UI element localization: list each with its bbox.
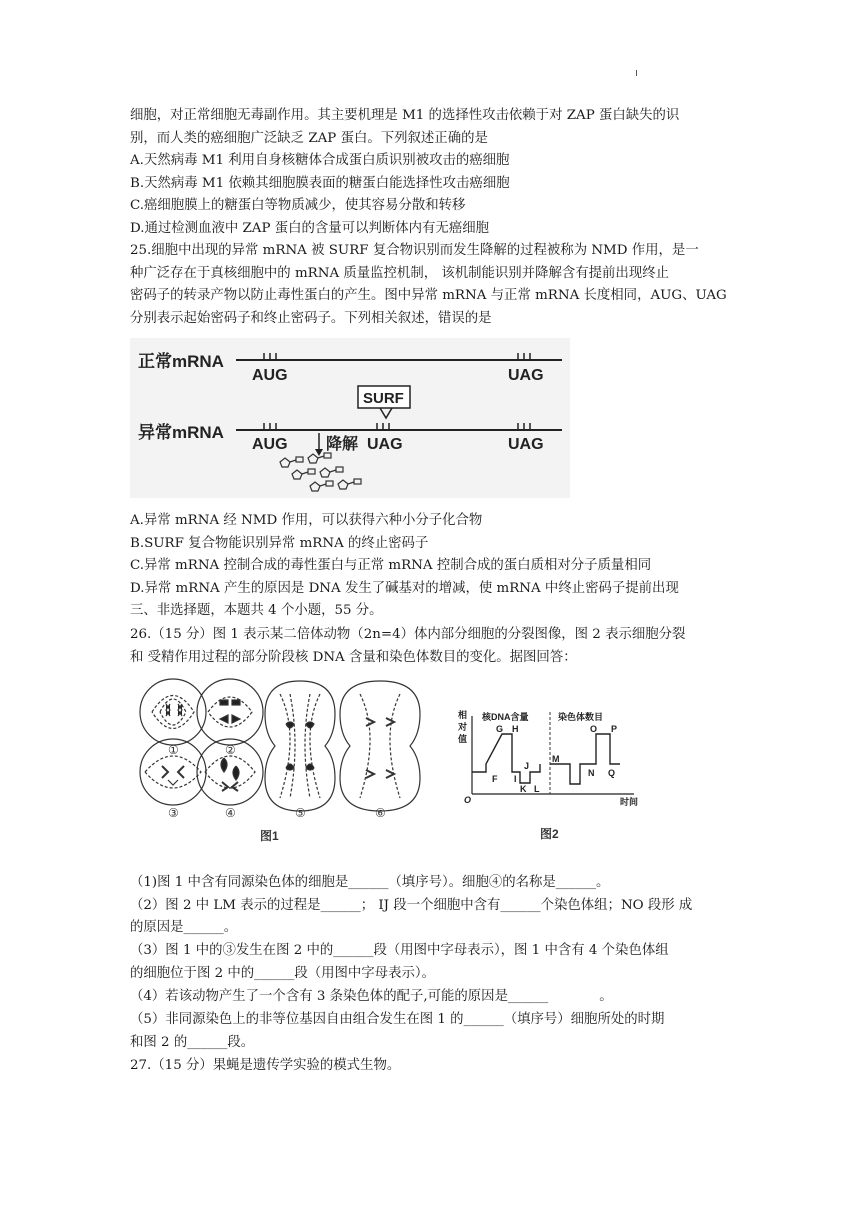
point-j: J [524, 761, 530, 771]
abnormal-uag-label: UAG [367, 436, 403, 453]
text-line: 细胞，对正常细胞无毒副作用。其主要机理是 M1 的选择性攻击依赖于对 ZAP 蛋白缺失的识 [130, 108, 680, 123]
degrade-label: 降解 [326, 436, 359, 453]
point-k: K [520, 784, 527, 794]
point-m: M [552, 754, 560, 764]
point-h: H [512, 724, 519, 734]
point-q: Q [608, 768, 616, 778]
text-line: 和 受精作用过程的部分阶段核 DNA 含量和染色体数目的变化。据图回答： [130, 650, 577, 665]
figure-1-caption: 图1 [260, 829, 279, 843]
figure-2-graph [452, 708, 662, 850]
text-line: 密码子的转录产物以防止毒性蛋白的产生。图中异常 mRNA 与正常 mRNA 长度相同，AUG、UAG [130, 288, 727, 303]
text-line: 的原因是______。 [130, 920, 238, 935]
chromosome-label: 染色体数目 [558, 712, 604, 722]
point-o: O [590, 724, 598, 734]
sub-question-1: （1)图 1 中含有同源染色体的细胞是______（填序号）。细胞④的名称是______。 [130, 875, 610, 890]
ylabel-2: 对 [458, 722, 468, 732]
text-line: 和图 2 的______段。 [130, 1035, 255, 1050]
option-c: C.异常 mRNA 控制合成的毒性蛋白与正常 mRNA 控制合成的蛋白质相对分子质量相同 [130, 558, 652, 573]
ylabel-1: 相 [458, 710, 468, 720]
option-a: A.天然病毒 M1 利用自身核糖体合成蛋白质识别被攻击的癌细胞 [130, 153, 510, 168]
question-26: 26.（15 分）图 1 表示某二倍体动物（2n=4）体内部分细胞的分裂图像，图 2 表示细胞分裂 [130, 627, 686, 642]
question-25: 25.细胞中出现的异常 mRNA 被 SURF 复合物识别而发生降解的过程被称为 NMD 作用，是一 [130, 243, 699, 258]
mrna-nmd-figure [130, 338, 570, 498]
dna-label: 核DNA含量 [482, 712, 529, 722]
surf-label: SURF [363, 390, 404, 407]
cell-number-3: ③ [168, 806, 179, 820]
point-l: L [534, 784, 540, 794]
dna-curve [472, 734, 540, 783]
normal-uag-label: UAG [508, 367, 544, 384]
cell-number-6: ⑥ [375, 806, 386, 820]
point-n: N [588, 768, 595, 778]
abnormal-end-uag-label: UAG [508, 436, 544, 453]
point-p: P [611, 724, 618, 734]
text-line: 种广泛存在于真核细胞中的 mRNA 质量监控机制， 该机制能识别并降解含有提前出现终止 [130, 266, 669, 281]
cell-number-1: ① [168, 743, 179, 757]
option-b: B.SURF 复合物能识别异常 mRNA 的终止密码子 [130, 536, 429, 551]
sub-question-3: （3）图 1 中的③发生在图 2 中的______段（用图中字母表示），图 1 中含有 4 个染色体组 [130, 943, 669, 958]
text-line: 分别表示起始密码子和终止密码子。下列相关叙述，错误的是 [130, 311, 492, 326]
option-d: D.通过检测血液中 ZAP 蛋白的含量可以判断体内有无癌细胞 [130, 221, 489, 236]
cell-6 [340, 681, 420, 811]
question-27: 27.（15 分）果蝇是遗传学实验的模式生物。 [130, 1058, 401, 1073]
point-f: F [492, 774, 498, 784]
page-mark [636, 70, 637, 76]
cell-1 [140, 679, 206, 745]
text-line: 别，而人类的癌细胞广泛缺乏 ZAP 蛋白。下列叙述正确的是 [130, 131, 488, 146]
figure-2-caption: 图2 [540, 827, 559, 841]
sub-question-5: （5）非同源染色上的非等位基因自由组合发生在图 1 的______（填序号）细胞所处的时期 [130, 1012, 665, 1027]
cell-5 [265, 681, 335, 811]
cell-2 [197, 679, 263, 745]
origin-label: O [464, 795, 472, 805]
normal-aug-label: AUG [252, 367, 288, 384]
figure-1-cells [130, 674, 430, 850]
option-b: B.天然病毒 M1 依赖其细胞膜表面的糖蛋白能选择性攻击癌细胞 [130, 176, 510, 191]
point-g: G [496, 724, 504, 734]
option-d: D.异常 mRNA 产生的原因是 DNA 发生了碱基对的增减，使 mRNA 中终止密码子提前出现 [130, 581, 679, 596]
point-i: I [514, 774, 517, 784]
cell-number-2: ② [225, 743, 236, 757]
cell-number-5: ⑤ [295, 806, 306, 820]
option-c: C.癌细胞膜上的糖蛋白等物质减少，使其容易分散和转移 [130, 198, 466, 213]
cell-number-4: ④ [225, 806, 236, 820]
abnormal-mrna-label: 异常mRNA [138, 423, 224, 442]
option-a: A.异常 mRNA 经 NMD 作用，可以获得六种小分子化合物 [130, 513, 483, 528]
section-heading: 三、非选择题，本题共 4 个小题，55 分。 [130, 603, 383, 618]
normal-mrna-label: 正常mRNA [138, 352, 224, 371]
abnormal-aug-label: AUG [252, 436, 288, 453]
sub-question-2: （2）图 2 中 LM 表示的过程是______； IJ 段一个细胞中含有______个染色体组；NO 段形 成 [130, 898, 693, 913]
sub-question-4: （4）若该动物产生了一个含有 3 条染色体的配子,可能的原因是______ 。 [130, 989, 613, 1004]
text-line: 的细胞位于图 2 中的______段（用图中字母表示）。 [130, 966, 435, 981]
xlabel: 时间 [620, 797, 639, 807]
ylabel-3: 值 [458, 734, 468, 744]
